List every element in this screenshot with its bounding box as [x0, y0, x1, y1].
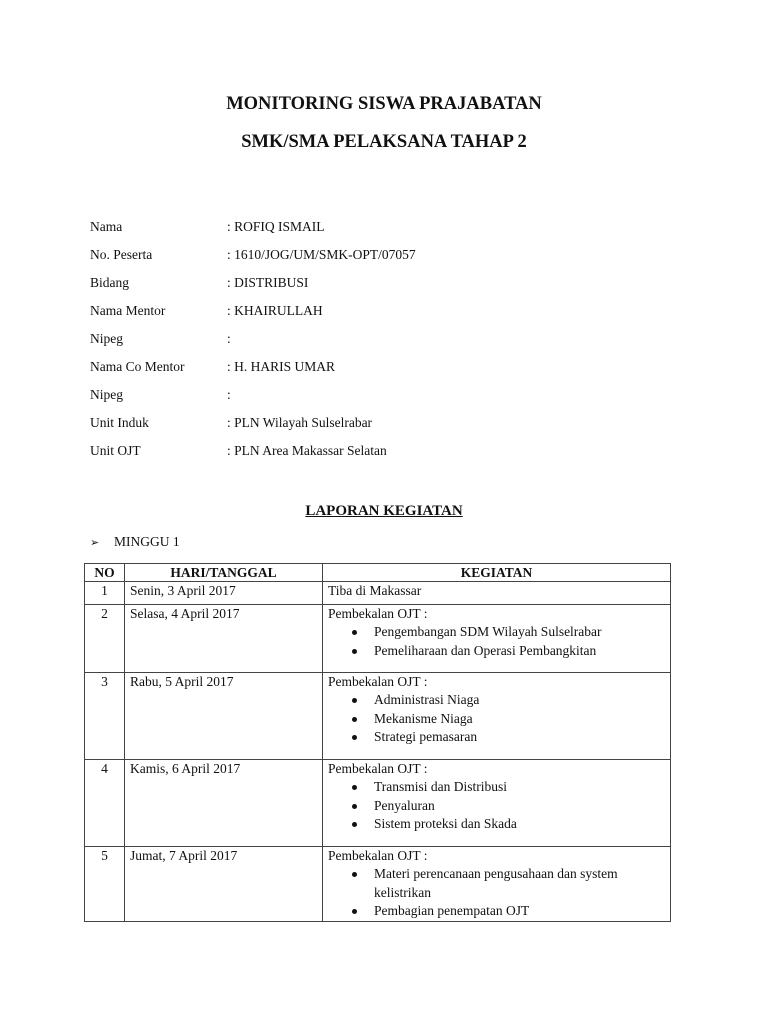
- report-title: LAPORAN KEGIATAN: [305, 503, 463, 519]
- info-label: Bidang: [90, 275, 129, 290]
- column-header-activity: KEGIATAN: [323, 564, 671, 582]
- info-label: Nama: [90, 219, 123, 234]
- info-row-no-peserta: [90, 247, 690, 275]
- activity-item: Mekanisme Niaga: [374, 710, 665, 729]
- info-value: :: [227, 387, 231, 402]
- row-date: Rabu, 5 April 2017: [125, 673, 323, 760]
- activity-heading: Tiba di Makassar: [328, 583, 422, 598]
- table-row: [85, 760, 671, 847]
- info-row-nama-co-mentor: [90, 359, 690, 387]
- row-date: Kamis, 6 April 2017: [125, 760, 323, 847]
- activity-item: Transmisi dan Distribusi: [374, 778, 665, 797]
- activity-item: Pemeliharaan dan Operasi Pembangkitan: [374, 642, 665, 661]
- document-subtitle: SMK/SMA PELAKSANA TAHAP 2: [241, 132, 527, 152]
- info-label: Nipeg: [90, 387, 123, 402]
- info-label: Nipeg: [90, 331, 123, 346]
- activity-heading: Pembekalan OJT :: [328, 761, 428, 776]
- info-label: No. Peserta: [90, 247, 153, 262]
- row-activity: [323, 605, 671, 673]
- info-row-nipeg-co-mentor: [90, 387, 690, 415]
- activity-item: Pengembangan SDM Wilayah Sulselrabar: [374, 623, 665, 642]
- row-activity: [323, 582, 671, 605]
- activity-heading: Pembekalan OJT :: [328, 848, 428, 863]
- activity-item: Sistem proteksi dan Skada: [374, 815, 665, 834]
- info-value: : KHAIRULLAH: [227, 303, 323, 318]
- activity-item: Administrasi Niaga: [374, 691, 665, 710]
- table-row: [85, 605, 671, 673]
- info-value: : ROFIQ ISMAIL: [227, 219, 325, 234]
- info-label: Unit OJT: [90, 443, 141, 458]
- info-row-nama: [90, 219, 690, 247]
- info-row-nipeg-mentor: [90, 331, 690, 359]
- row-activity: [323, 673, 671, 760]
- table-row: [85, 582, 671, 605]
- activity-list: [328, 778, 665, 834]
- document-title: MONITORING SISWA PRAJABATAN: [226, 94, 542, 114]
- activity-heading: Pembekalan OJT :: [328, 674, 428, 689]
- row-activity: [323, 760, 671, 847]
- activity-list: [328, 623, 665, 660]
- info-label: Unit Induk: [90, 415, 149, 430]
- info-value: :: [227, 331, 231, 346]
- column-header-date: HARI/TANGGAL: [125, 564, 323, 582]
- row-number: 5: [85, 847, 125, 922]
- arrow-bullet-icon: ➢: [90, 536, 100, 549]
- row-number: 3: [85, 673, 125, 760]
- activity-item: Pembagian penempatan OJT: [374, 902, 665, 921]
- table-row: [85, 673, 671, 760]
- info-value: : 1610/JOG/UM/SMK-OPT/07057: [227, 247, 416, 262]
- row-number: 1: [85, 582, 125, 605]
- activity-heading: Pembekalan OJT :: [328, 606, 428, 621]
- info-label: Nama Co Mentor: [90, 359, 185, 374]
- info-value: : H. HARIS UMAR: [227, 359, 336, 374]
- row-number: 4: [85, 760, 125, 847]
- week-label: MINGGU 1: [114, 534, 180, 549]
- info-row-unit-ojt: [90, 443, 690, 471]
- info-row-unit-induk: [90, 415, 690, 443]
- week-heading: [90, 534, 180, 550]
- row-date: Jumat, 7 April 2017: [125, 847, 323, 922]
- activity-item: Strategi pemasaran: [374, 728, 665, 747]
- table-header-row: [85, 564, 671, 582]
- column-header-no: NO: [85, 564, 125, 582]
- info-value: : PLN Area Makassar Selatan: [227, 443, 387, 458]
- row-date: Senin, 3 April 2017: [125, 582, 323, 605]
- row-activity: [323, 847, 671, 922]
- activity-list: [328, 865, 665, 921]
- info-row-nama-mentor: [90, 303, 690, 331]
- table-row: [85, 847, 671, 922]
- activity-item: Materi perencanaan pengusahaan dan system kelistrikan: [374, 865, 665, 902]
- participant-info: [90, 219, 690, 471]
- info-row-bidang: [90, 275, 690, 303]
- row-date: Selasa, 4 April 2017: [125, 605, 323, 673]
- info-value: : DISTRIBUSI: [227, 275, 309, 290]
- row-number: 2: [85, 605, 125, 673]
- info-value: : PLN Wilayah Sulselrabar: [227, 415, 373, 430]
- activity-table: [84, 563, 671, 922]
- activity-list: [328, 691, 665, 747]
- activity-item: Penyaluran: [374, 797, 665, 816]
- info-label: Nama Mentor: [90, 303, 166, 318]
